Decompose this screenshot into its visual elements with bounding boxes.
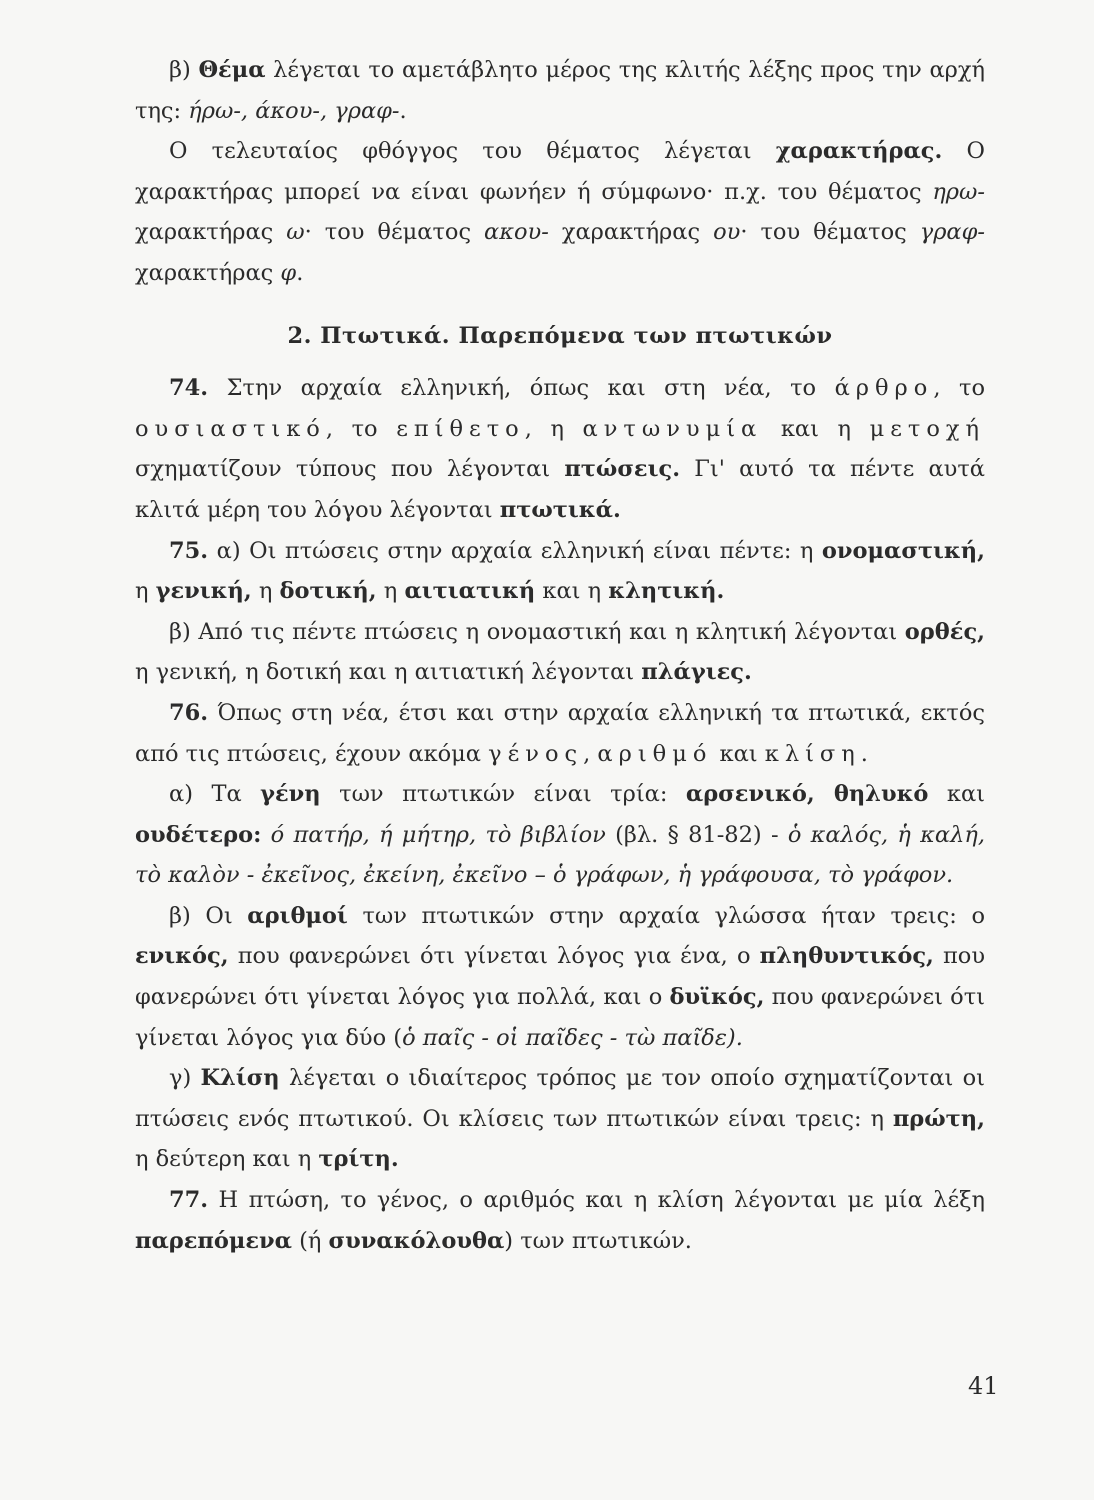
paragraph-74: 74. Στην αρχαία ελληνική, όπως και στη νέα, το άρθρο, το ουσιαστικό, το επίθετο, η αντωνυμία και η μετοχή σχηματίζουν τύπους που λέγονται πτώσεις. Γι' αυτό τα πέντε αυτά κλιτά μέρη του λόγου λέγονται πτωτικά. [135, 375, 986, 523]
paragraph-76b: β) Οι αριθμοί των πτωτικών στην αρχαία γλώσσα ήταν τρεις: ο ενικός, που φανερώνει ότι γίνεται λόγος για ένα, ο πληθυντικός, που φανερώνει ότι γίνεται λόγος για πολλά, και ο δυϊκός, που φανερώνει ότι γίνεται λόγος για δύο (ὁ παῖς - οἱ παῖδες - τὼ παῖδε). [135, 902, 985, 1051]
paragraph-number: 76. [169, 699, 209, 726]
page-number: 41 [968, 1372, 999, 1400]
paragraph-76a: α) Τα γένη των πτωτικών είναι τρία: αρσενικό, θηλυκό και ουδέτερο: ό πατήρ, ή μήτηρ, τὸ βιβλίον (βλ. § 81-82) - ὁ καλός, ἡ καλή, τὸ καλὸν - ἐκεῖνος, ἐκείνη, ἐκεῖνο – ὁ γράφων, ἡ γράφουσα, τὸ γράφον. [135, 781, 986, 889]
paragraph-stem: β) Θέμα λέγεται το αμετάβλητο μέρος της κλιτής λέξης προς την αρχή της: ήρω-, άκου-, γραφ-. [135, 57, 985, 124]
paragraph-character: Ο τελευταίος φθόγγος του θέματος λέγεται χαρακτήρας. Ο χαρακτήρας μπορεί να είναι φωνήεν ή σύμφωνο· π.χ. του θέματος ηρω- χαρακτήρας ω· του θέματος ακου- χαρακτήρας ου· του θέματος γραφ- χαρακτήρας φ. [135, 138, 985, 286]
paragraph-75b: β) Από τις πέντε πτώσεις η ονομαστική και η κλητική λέγονται ορθές, η γενική, η δοτική και η αιτιατική λέγονται πλάγιες. [135, 618, 985, 686]
paragraph-76c: γ) Κλίση λέγεται ο ιδιαίτερος τρόπος με τον οποίο σχηματίζονται οι πτώσεις ενός πτωτικού. Οι κλίσεις των πτωτικών είναι τρεις: η πρώτη, η δεύτερη και η τρίτη. [135, 1065, 985, 1173]
paragraph-75a: 75. α) Οι πτώσεις στην αρχαία ελληνική είναι πέντε: η ονομαστική, η γενική, η δοτική, η αιτιατική και η κλητική. [135, 537, 985, 605]
paragraph-number: 77. [169, 1187, 209, 1214]
paragraph-76: 76. Όπως στη νέα, έτσι και στην αρχαία ελληνική τα πτωτικά, εκτός από τις πτώσεις, έχουν ακόμα γένος, αριθμό και κλίση. [135, 699, 985, 767]
paragraph-77: 77. Η πτώση, το γένος, ο αριθμός και η κλίση λέγονται με μία λέξη παρεπόμενα (ή συνακόλουθα) των πτωτικών. [135, 1187, 985, 1254]
page-body [135, 50, 985, 1261]
paragraph-number: 75. [169, 537, 209, 564]
section-heading: 2. Πτωτικά. Παρεπόμενα των πτωτικών [287, 322, 833, 349]
term-character: χαρακτήρας. [775, 138, 943, 165]
paragraph-number: 74. [169, 375, 209, 402]
term-stem: Θέμα [198, 57, 266, 83]
